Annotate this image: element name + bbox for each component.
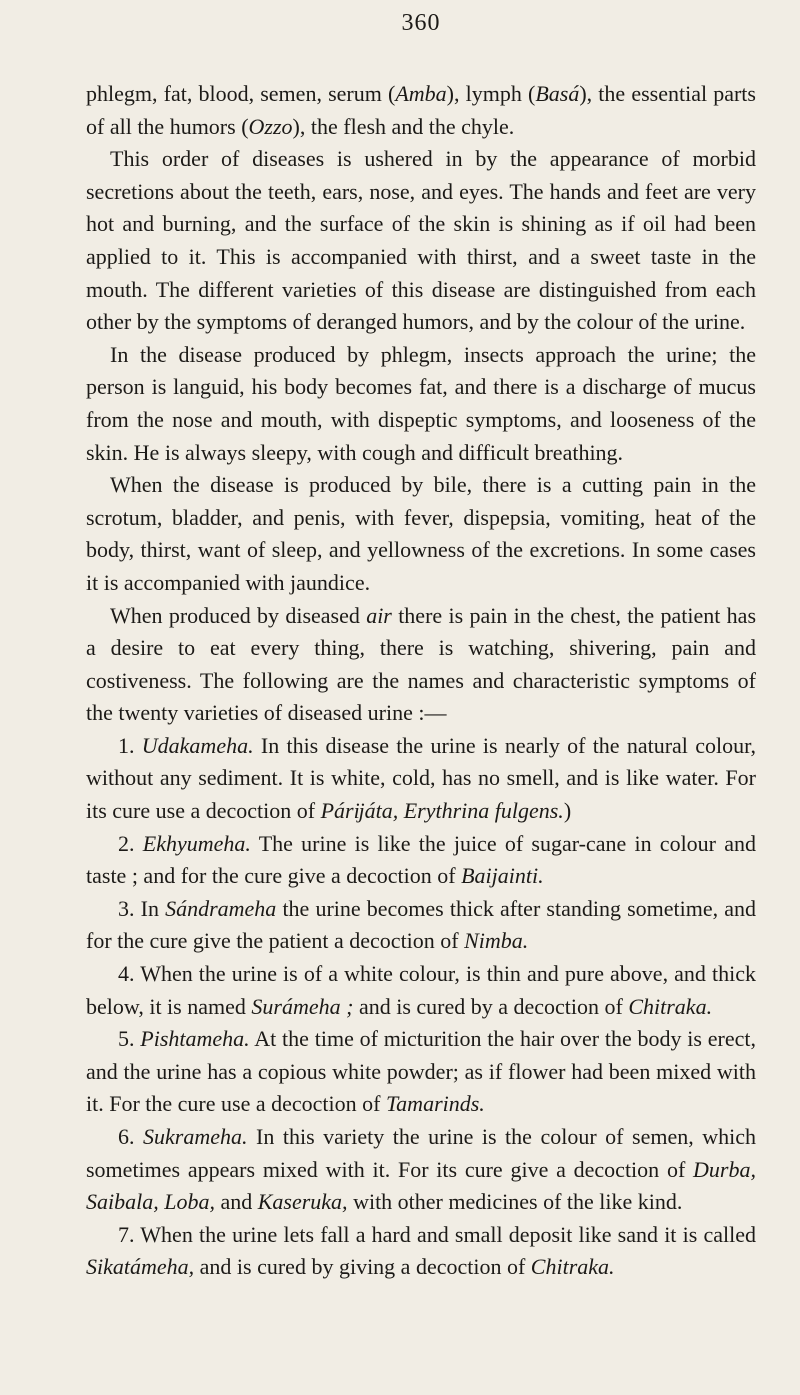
italic-term: Chitraka. bbox=[530, 1254, 615, 1280]
italic-term: Sukrameha. bbox=[143, 1124, 248, 1149]
italic-term: Sikatámeha, bbox=[86, 1254, 195, 1280]
text-run: 7. When the urine lets fall a hard and small deposit like sand it is called bbox=[118, 1221, 756, 1247]
text-run: In this disease the urine is nearly of the natural colour, without any sediment. It is white, cold, has no smell, and is like water. For its cure use a decoction of bbox=[86, 732, 757, 824]
text-run: When produced by diseased bbox=[110, 602, 367, 628]
text-run: 6. bbox=[118, 1124, 144, 1149]
italic-term: Udakameha. bbox=[141, 732, 254, 758]
body-text bbox=[86, 78, 756, 1284]
italic-term: Durba, Saibala, Loba, bbox=[86, 1156, 756, 1215]
paragraph-p2 bbox=[86, 143, 756, 339]
text-run: ), the flesh and the chyle. bbox=[292, 113, 515, 139]
text-run: When the disease is produced by bile, there is a cutting pain in the scrotum, bladder, and penis, with fever, dispepsia, vomiting, heat of the body, thirst, want of sleep, and yellowness of the excretions. In some cases it is accompanied with jaundice. bbox=[86, 472, 756, 595]
italic-term: Párĳáta, Erythrina fulgens. bbox=[320, 798, 564, 824]
text-run: 3. In bbox=[118, 895, 166, 921]
text-run: In the disease produced by phlegm, insects approach the urine; the person is languid, his body becomes fat, and there is a discharge of mucus from the nose and mouth, with dispeptic symptoms, and looseness of the skin. He is always sleepy, with cough and difficult breathing. bbox=[86, 341, 756, 465]
paragraph-p5 bbox=[86, 600, 756, 730]
text-run: At the time of micturition the hair over the body is erect, and the urine has a copious white powder; as if flower had been mixed with it. For the cure use a decoction of bbox=[86, 1026, 757, 1117]
text-run: there is pain in the chest, the patient has a desire to eat every thing, there is watching, shivering, pain and costiveness. The following are the names and characteristic symptoms of the twenty varieties of diseased urine :— bbox=[86, 602, 757, 726]
italic-term: Ozzo bbox=[248, 113, 293, 139]
paragraph-p6 bbox=[86, 730, 756, 828]
text-run: phlegm, fat, blood, semen, serum ( bbox=[86, 81, 396, 106]
text-run: ), lymph ( bbox=[446, 81, 536, 106]
text-run: 1. bbox=[118, 732, 142, 758]
paragraph-p7 bbox=[86, 828, 756, 893]
paragraph-p11 bbox=[86, 1121, 756, 1219]
paragraph-p1 bbox=[86, 78, 756, 143]
text-run: 4. When the urine is of a white colour, is thin and pure above, and thick below, it is named bbox=[86, 961, 756, 1019]
text-run: with other medicines of the like kind. bbox=[347, 1189, 683, 1215]
italic-term: Ekhyumeha. bbox=[142, 830, 251, 856]
text-run: In this variety the urine is the colour of semen, which sometimes appears mixed with it. For its cure give a decoction of bbox=[86, 1124, 756, 1182]
italic-term: air bbox=[366, 602, 392, 628]
text-run: 2. bbox=[118, 830, 143, 856]
text-run: and is cured by a decoction of bbox=[353, 993, 629, 1019]
italic-term: Sándrameha bbox=[165, 895, 277, 921]
italic-term: Pishtameha. bbox=[140, 1026, 250, 1052]
page-number: 360 bbox=[401, 10, 441, 36]
paragraph-p4 bbox=[86, 469, 756, 599]
italic-term: Tamarinds. bbox=[385, 1091, 485, 1117]
text-run: and bbox=[214, 1189, 258, 1215]
italic-term: Kaseruka, bbox=[257, 1189, 348, 1215]
italic-term: Surámeha ; bbox=[251, 993, 354, 1019]
paragraph-p10 bbox=[86, 1023, 756, 1121]
italic-term: Amba bbox=[395, 81, 447, 106]
text-run: ), the essential parts of all the humors ( bbox=[86, 81, 756, 139]
text-run: ) bbox=[563, 798, 572, 824]
text-run: 5. bbox=[118, 1026, 141, 1052]
text-run: the urine becomes thick after standing sometime, and for the cure give the patient a decoction of bbox=[86, 895, 757, 954]
paragraph-p12 bbox=[86, 1219, 756, 1284]
paragraph-p8 bbox=[86, 893, 756, 958]
paragraph-p3 bbox=[86, 339, 756, 469]
italic-term: Basá bbox=[535, 81, 580, 106]
text-run: This order of diseases is ushered in by the appearance of morbid secretions about the teeth, ears, nose, and eyes. The hands and feet are very hot and burning, and the surface of the skin is shining as if oil had been applied to it. This is accompanied with thirst, and a sweet taste in the mouth. The different varieties of this disease are distinguished from each other by the symptoms of deranged humors, and by the colour of the urine. bbox=[86, 146, 756, 335]
italic-term: Baijainti. bbox=[461, 863, 544, 889]
italic-term: Chitraka. bbox=[628, 993, 713, 1019]
italic-term: Nimba. bbox=[464, 928, 529, 954]
paragraph-p9 bbox=[86, 958, 756, 1023]
text-run: The urine is like the juice of sugar-cane in colour and taste ; and for the cure give a decoction of bbox=[86, 830, 757, 889]
text-run: and is cured by giving a decoction of bbox=[194, 1254, 531, 1280]
